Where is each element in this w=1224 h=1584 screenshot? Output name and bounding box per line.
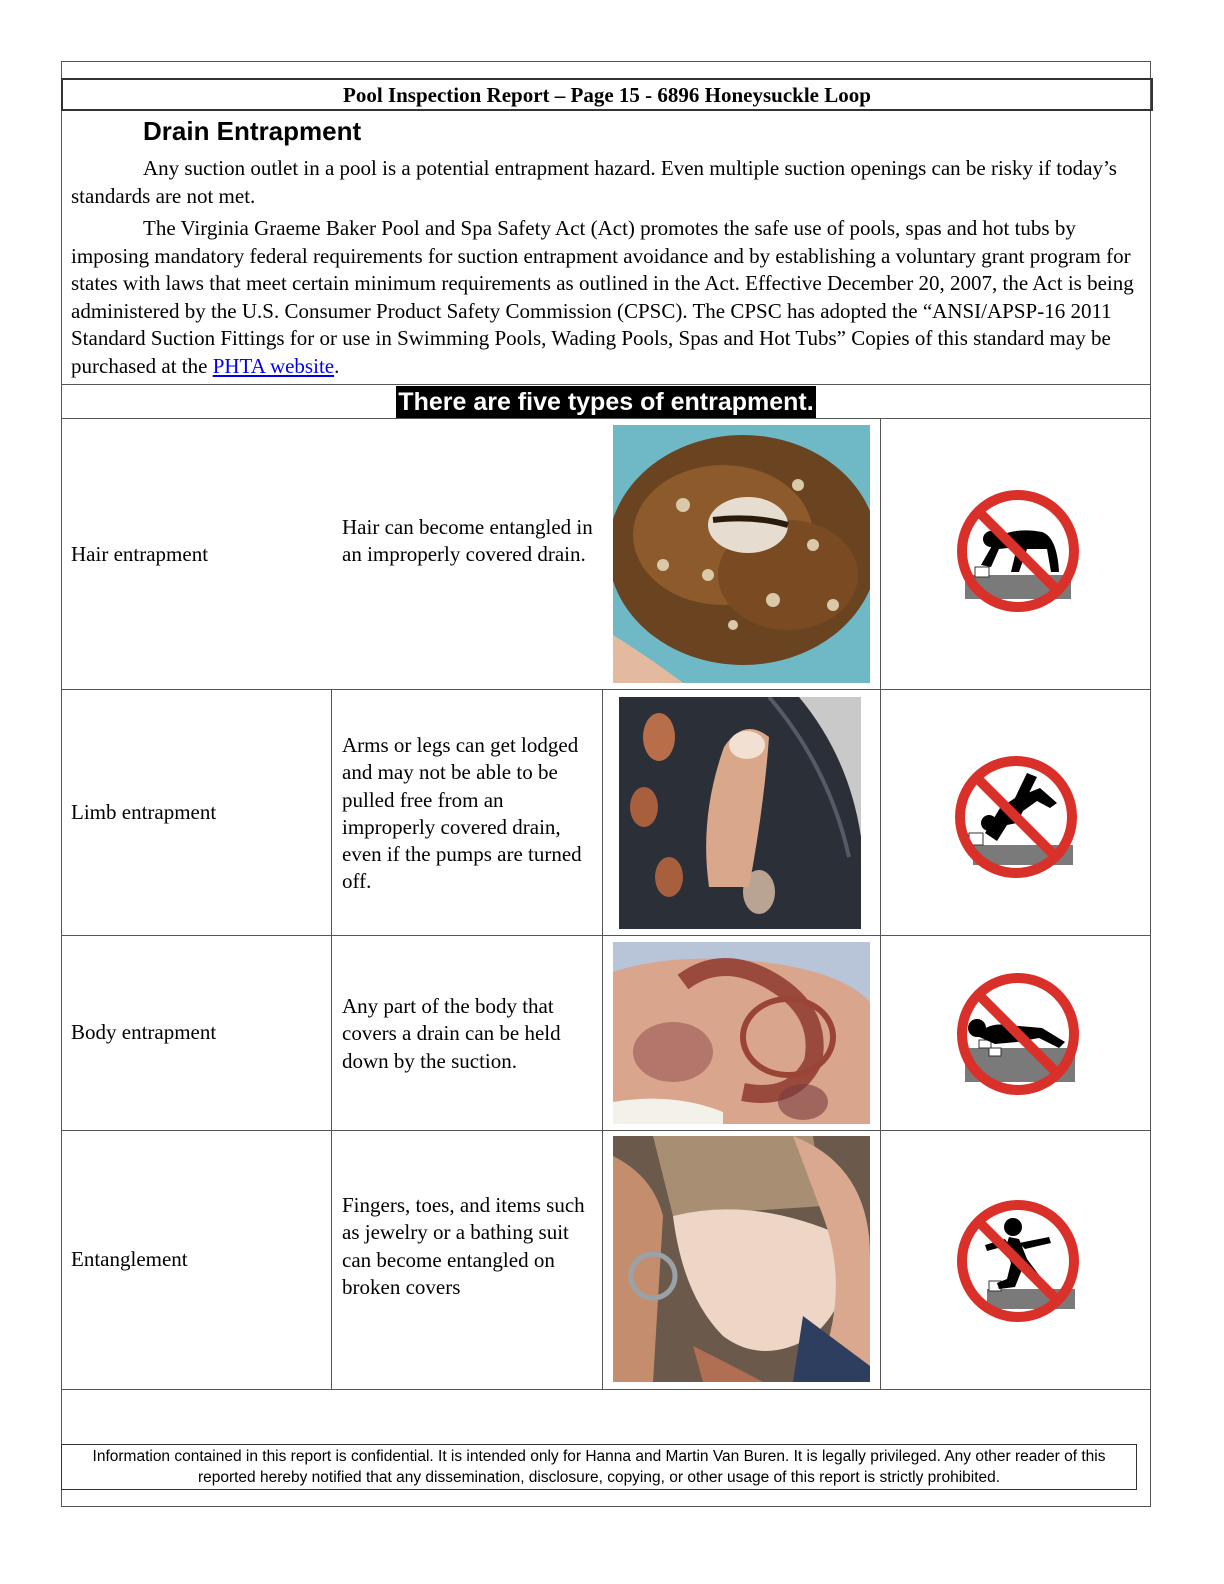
row-label-body: Body entrapment <box>71 1020 217 1044</box>
no-crouching-sign-icon <box>947 487 1089 615</box>
table-divider <box>61 1389 1151 1390</box>
table-divider <box>61 418 1151 419</box>
act-paragraph-end: . <box>334 353 340 378</box>
suction-bruise-photo <box>613 942 870 1124</box>
row-label-entanglement: Entanglement <box>71 1247 188 1271</box>
row-description-entanglement: Fingers, toes, and items such as jewelry or a bathing suit can become entangled on broken covers <box>342 1193 585 1299</box>
table-column-divider <box>880 418 881 1389</box>
act-paragraph <box>71 215 1136 380</box>
section-title: Drain Entrapment <box>143 116 362 146</box>
intro-paragraph: Any suction outlet in a pool is a potential entrapment hazard. Even multiple suction openings can be risky if today’s standards are not met. <box>71 156 1117 208</box>
phta-website-link[interactable]: PHTA website <box>212 353 335 378</box>
no-lying-sign-icon <box>947 970 1089 1098</box>
finger-in-drain-photo <box>619 697 861 929</box>
no-kneeling-sign-icon <box>945 753 1087 881</box>
row-label-limb: Limb entrapment <box>71 800 217 824</box>
table-column-divider <box>602 689 603 1389</box>
table-divider <box>61 935 1151 936</box>
row-description-body: Any part of the body that covers a drain can be held down by the suction. <box>342 994 561 1073</box>
report-header: Pool Inspection Report – Page 15 - 6896 Honeysuckle Loop <box>61 78 1153 111</box>
entrapment-types-banner: There are five types of entrapment. <box>398 388 814 416</box>
table-column-divider <box>331 689 332 1389</box>
no-standing-sign-icon <box>947 1197 1089 1325</box>
row-label-hair: Hair entrapment <box>71 542 209 566</box>
hair-photo <box>613 425 870 683</box>
act-paragraph-text: The Virginia Graeme Baker Pool and Spa Safety Act (Act) promotes the safe use of pools, spas and hot tubs by imposing mandatory federal requirements for suction entrapment avoidance and by establishing a voluntary grant program for states with laws that meet certain minimum requirements as outlined in the Act. Effective December 20, 2007, the Act is being administered by the U.S. Consumer Product Safety Commission (CPSC). The CPSC has adopted the “ANSI/APSP-16 2011 Standard Suction Fittings for or use in Swimming Pools, Wading Pools, Spas and Hot Tubs” Copies of this standard may be purchased at the <box>71 216 1134 378</box>
entangled-hand-photo <box>613 1136 870 1382</box>
table-divider <box>61 1130 1151 1131</box>
banner-row <box>61 385 1151 418</box>
table-divider <box>61 689 1151 690</box>
row-description-hair: Hair can become entangled in an improperly covered drain. <box>342 515 593 567</box>
confidentiality-footer: Information contained in this report is confidential. It is intended only for Hanna and Martin Van Buren. It is legally privileged. Any other reader of this reported hereby notified that any dissemination, disclosure, copying, or other usage of this report is strictly prohibited. <box>61 1444 1137 1490</box>
row-description-limb: Arms or legs can get lodged and may not be able to be pulled free from an improperly covered drain, even if the pumps are turned off. <box>342 733 582 894</box>
